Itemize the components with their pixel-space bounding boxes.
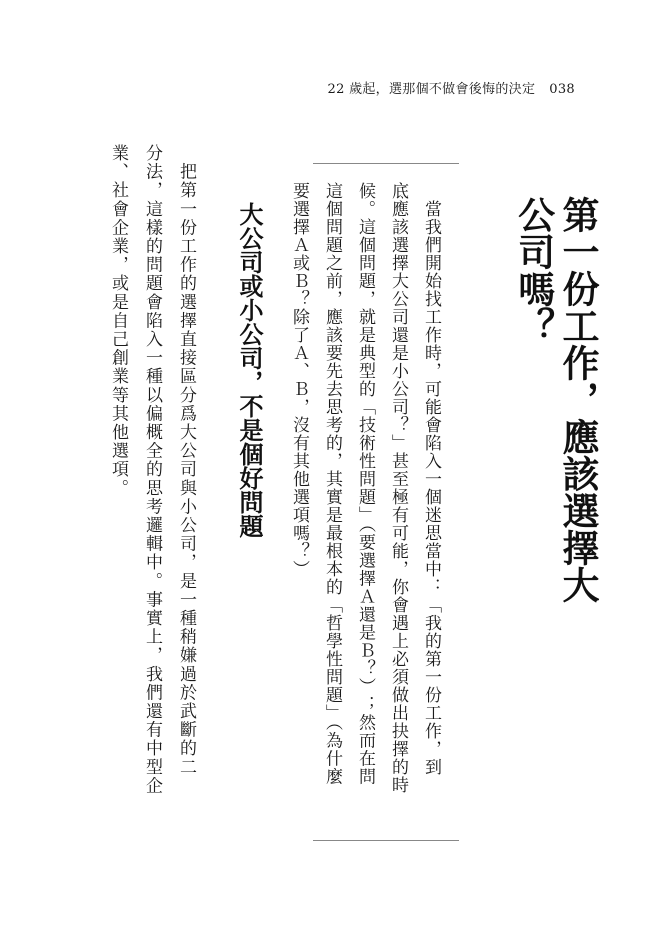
body-line: 分法，這樣的問題會陷入一種以偏概全的思考邏輯中。事實上，我們還有中型企 bbox=[142, 144, 162, 795]
body-line: 業、社會企業，或是自己創業等其他選項。 bbox=[108, 144, 128, 498]
section-body bbox=[101, 144, 203, 884]
intro-top-rule bbox=[313, 163, 459, 164]
running-title: 22 歲起，選那個不做會後悔的決定 bbox=[327, 82, 536, 97]
intro-line: 要選擇Ａ或Ｂ？除了Ａ、Ｂ，沒有其他選項嗎？） bbox=[289, 182, 309, 578]
body-line: 把第一份工作的選擇直接區分爲大公司與小公司，是一種稍嫌過於武斷的二 bbox=[176, 144, 196, 777]
intro-line: 當我們開始找工作時，可能會陷入一個迷思當中：「我的第一份工作，到 bbox=[421, 182, 441, 776]
intro-paragraph bbox=[282, 182, 447, 822]
running-header bbox=[328, 78, 576, 97]
intro-line: 底應該選擇大公司還是小公司？」甚至極有可能，你會遇上必須做出抉擇的時 bbox=[388, 182, 408, 794]
intro-bottom-rule bbox=[313, 840, 459, 841]
chapter-title: 第一份工作，應該選擇大公司嗎？ bbox=[511, 196, 599, 603]
intro-line: 候。這個問題，就是典型的「技術性問題」（要選擇Ａ還是Ｂ？）；然而在問 bbox=[355, 182, 375, 786]
intro-line: 這個問題之前，應該要先去思考的，其實是最根本的「哲學性問題」（為什麼 bbox=[322, 182, 342, 786]
page-number: 038 bbox=[549, 82, 575, 97]
section-heading: 大公司或小公司，不是個好問題 bbox=[235, 202, 263, 538]
